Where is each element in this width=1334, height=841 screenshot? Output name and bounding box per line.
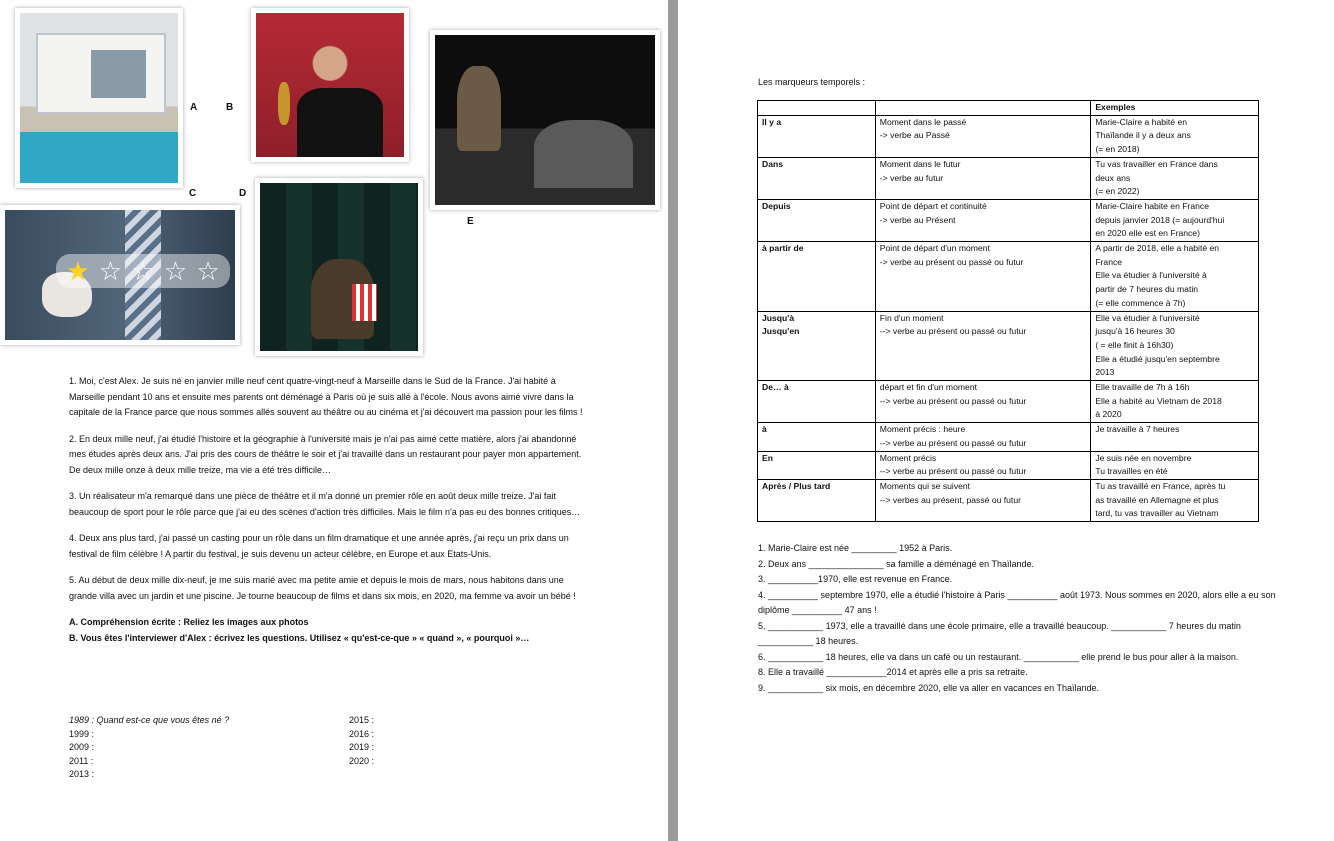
example-cell: Tu as travaillé en France, après tu as travaillé en Allemagne et plus tard, tu vas travailler au Vietnam <box>1091 479 1259 521</box>
table-row <box>758 451 1259 479</box>
table-title: Les marqueurs temporels : <box>758 77 866 87</box>
example-cell: Marie-Claire a habité en Thaïlande il y a deux ans (= en 2018) <box>1091 115 1259 157</box>
marker-cell: à partir de <box>758 242 876 312</box>
image-label-d: D <box>239 188 247 199</box>
exercise-item: 6. ___________ 18 heures, elle va dans un café ou un restaurant. ___________ elle prend le bus pour aller à la maison. <box>758 651 1239 662</box>
table-row <box>758 157 1259 199</box>
time-markers-table <box>757 100 1259 522</box>
star-empty-icon: ☆ <box>163 256 188 287</box>
photo-cinema <box>255 178 423 356</box>
usage-cell: Moments qui se suivent --> verbes au présent, passé ou futur <box>875 479 1091 521</box>
usage-cell: Moment dans le futur -> verbe au futur <box>875 157 1091 199</box>
right-page <box>678 0 1334 841</box>
page-gutter <box>668 0 678 841</box>
table-row <box>758 479 1259 521</box>
answer-line: 2020 : <box>349 755 375 766</box>
answer-line: 2013 : <box>69 769 95 779</box>
table-header-cell <box>875 101 1091 116</box>
photo-villa <box>15 8 183 188</box>
paragraph-4: 4. Deux ans plus tard, j'ai passé un casting pour un rôle dans un film dramatique et une année après, j'ai reçu un prix dans un festival de film célèbre ! A partir du festival, je suis devenu un acteur célèbre, en Europe et aux Etats-Unis. <box>69 533 569 559</box>
exercise-item: 5. ___________ 1973, elle a travaillé dans une école primaire, elle a travaillé beaucoup. ___________ 7 heures du matin ___________ 18 heures. <box>758 620 1241 646</box>
answer-line: 2016 : <box>349 728 375 739</box>
exercise-list <box>758 541 1288 696</box>
exercise-item: 8. Elle a travaillé ____________2014 et après elle a pris sa retraite. <box>758 667 1028 677</box>
photo-theatre-rehearsal <box>430 30 660 210</box>
marker-cell: à <box>758 423 876 451</box>
table-row <box>758 311 1259 381</box>
marker-cell: En <box>758 451 876 479</box>
paragraph-5: 5. Au début de deux mille dix-neuf, je me suis marié avec ma petite amie et depuis le mois de mars, nous habitons dans une grande villa avec un jardin et une piscine. Je tourne beaucoup de films et dans six mois, en 2020, ma femme va avoir un bébé ! <box>69 575 576 601</box>
usage-cell: Moment précis : heure --> verbe au présent ou passé ou futur <box>875 423 1091 451</box>
example-cell: Elle va étudier à l'université jusqu'à 16 heures 30 ( = elle finit à 16h30) Elle a étudié jusqu'en septembre 2013 <box>1091 311 1259 381</box>
table-row <box>758 423 1259 451</box>
example-cell: A partir de 2018, elle a habité en France Elle va étudier à l'université à partir de 7 heures du matin (= elle commence à 7h) <box>1091 242 1259 312</box>
exercise-item: 1. Marie-Claire est née _________ 1952 à Paris. <box>758 543 953 553</box>
star-empty-icon: ☆ <box>131 256 155 287</box>
table-header-cell <box>758 101 876 116</box>
star-filled-icon: ★ <box>66 256 90 287</box>
image-label-c: C <box>189 188 197 199</box>
usage-cell: Point de départ et continuité -> verbe au Présent <box>875 199 1091 241</box>
star-empty-icon: ☆ <box>196 256 220 287</box>
example-cell: Je suis née en novembre Tu travailles en été <box>1091 451 1259 479</box>
exercise-item: 3. __________1970, elle est revenue en France. <box>758 574 953 584</box>
example-cell: Tu vas travailler en France dans deux ans (= en 2022) <box>1091 157 1259 199</box>
marker-cell: Il y a <box>758 115 876 157</box>
photo-actor-award <box>251 8 409 162</box>
image-label-b: B <box>226 102 234 113</box>
exercise-item: 9. ___________ six mois, en décembre 2020, elle va aller en vacances en Thaïlande. <box>758 682 1100 693</box>
usage-cell: Point de départ d'un moment -> verbe au présent ou passé ou futur <box>875 242 1091 312</box>
reading-text <box>69 374 593 646</box>
usage-cell: Fin d'un moment --> verbe au présent ou passé ou futur <box>875 311 1091 381</box>
exercise-item: 2. Deux ans _______________ sa famille a déménagé en Thaïlande. <box>758 558 1035 569</box>
marker-cell: Après / Plus tard <box>758 479 876 521</box>
star-empty-icon: ☆ <box>98 256 123 287</box>
paragraph-1: 1. Moi, c'est Alex. Je suis né en janvier mille neuf cent quatre-vingt-neuf à Marseille dans le Sud de la France. J'ai habité à Marseille pendant 10 ans et ensuite mes parents ont déménagé à Paris où je suis allé à l'école. Nous avons aimé vivre dans la capitale de la France parce que nous sommes allés souvent au théâtre ou au cinéma et j'ai découvert ma passion pour les films ! <box>69 376 583 417</box>
marker-cell: Depuis <box>758 199 876 241</box>
table-row <box>758 199 1259 241</box>
table-row <box>758 381 1259 423</box>
answer-line: 1989 : Quand est-ce que vous êtes né ? <box>69 715 230 725</box>
usage-cell: Moment dans le passé -> verbe au Passé <box>875 115 1091 157</box>
answer-line: 2009 : <box>69 742 95 752</box>
answer-line: 2015 : <box>349 715 375 725</box>
answer-line: 2019 : <box>349 742 375 752</box>
usage-cell: Moment précis --> verbe au présent ou passé ou futur <box>875 451 1091 479</box>
question-a: A. Compréhension écrite : Reliez les images aux photos <box>69 617 309 627</box>
table-row <box>758 115 1259 157</box>
image-label-e: E <box>467 216 474 227</box>
table-header-cell: Exemples <box>1091 101 1259 116</box>
marker-cell: De… à <box>758 381 876 423</box>
paragraph-2: 2. En deux mille neuf, j'ai étudié l'histoire et la géographie à l'université mais je n'ai pas aimé cette matière, alors j'ai abandonné mes études après deux ans. J'ai pris des cours de théâtre le soir et j'ai travaillé dans un restaurant pour payer mon appartement. De deux mille onze à deux mille treize, ma vie a été très difficile… <box>69 433 582 475</box>
photo-bad-rating <box>0 205 240 345</box>
marker-cell: Dans <box>758 157 876 199</box>
example-cell: Elle travaille de 7h à 16h Elle a habité au Vietnam de 2018 à 2020 <box>1091 381 1259 423</box>
paragraph-3: 3. Un réalisateur m'a remarqué dans une pièce de théâtre et il m'a donné un premier rôle en août deux mille treize. J'ai fait beaucoup de sport pour le rôle parce que j'ai eu des scènes d'action très difficiles. Mais le film n'a pas eu des bonnes critiques… <box>69 491 581 517</box>
answer-line: 2011 : <box>69 755 94 766</box>
example-cell: Marie-Claire habite en France depuis janvier 2018 (= aujourd'hui en 2020 elle est en France) <box>1091 199 1259 241</box>
usage-cell: départ et fin d'un moment --> verbe au présent ou passé ou futur <box>875 381 1091 423</box>
example-cell: Je travaille à 7 heures <box>1091 423 1259 451</box>
answer-line: 1999 : <box>69 728 95 739</box>
table-row <box>758 242 1259 312</box>
table-header-row <box>758 101 1259 116</box>
exercise-item: 4. __________ septembre 1970, elle a étudié l'histoire à Paris __________ août 1973. Nous sommes en 2020, alors elle a eu son diplôme __________ 47 ans ! <box>758 589 1276 615</box>
image-label-a: A <box>190 102 198 113</box>
marker-cell: Jusqu'à Jusqu'en <box>758 311 876 381</box>
question-b: B. Vous êtes l'interviewer d'Alex : écrivez les questions. Utilisez « qu'est-ce-que » « quand », « pourquoi »… <box>69 632 530 643</box>
